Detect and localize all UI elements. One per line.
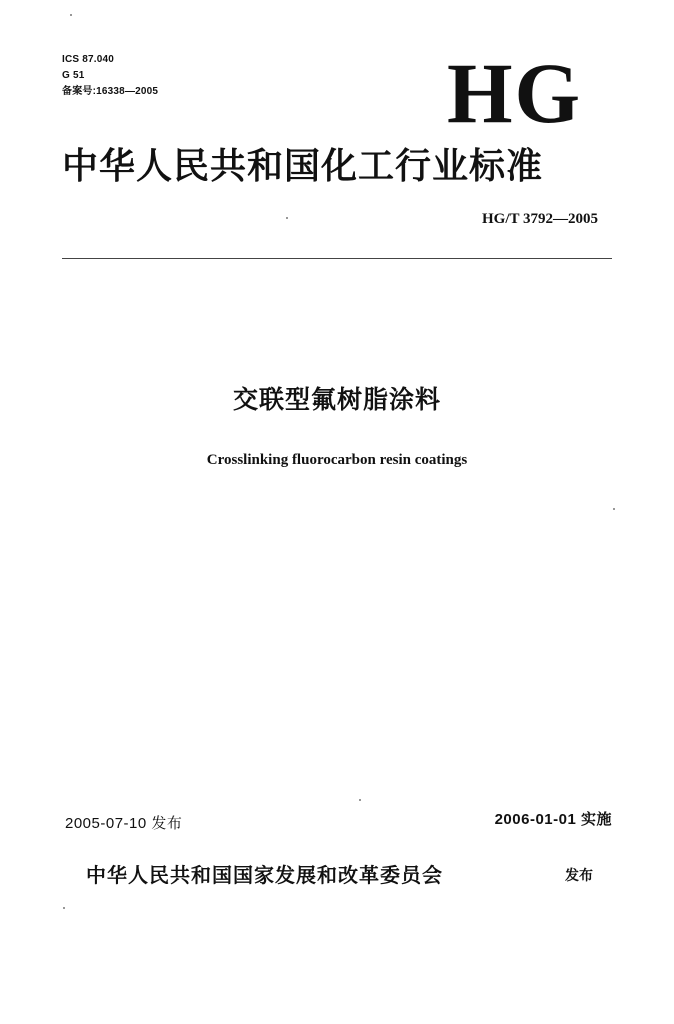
document-title-english: Crosslinking fluorocarbon resin coatings [206,452,468,468]
ics-code: ICS 87.040 [62,54,115,65]
issue-date: 2005-07-10 发布 [65,815,183,832]
scan-speck [70,14,72,16]
hg-logo: HG [447,45,583,141]
scan-speck [359,799,361,801]
issuing-authority-suffix: 发布 [565,868,593,884]
document-title-chinese: 交联型氟树脂涂料 [232,385,441,414]
standard-number: HG/T 3792—2005 [482,211,598,227]
scan-speck [286,217,288,219]
scan-speck [613,508,615,510]
standard-category-title: 中华人民共和国化工行业标准 [62,146,544,187]
implementation-date: 2006-01-01 实施 [494,811,612,828]
issuing-authority: 中华人民共和国国家发展和改革委员会 [86,863,443,887]
classification-code: G 51 [62,70,85,81]
header-divider [62,258,612,259]
document-metadata [62,52,158,100]
filing-number: 备案号:16338—2005 [62,86,159,97]
scan-speck [63,907,65,909]
